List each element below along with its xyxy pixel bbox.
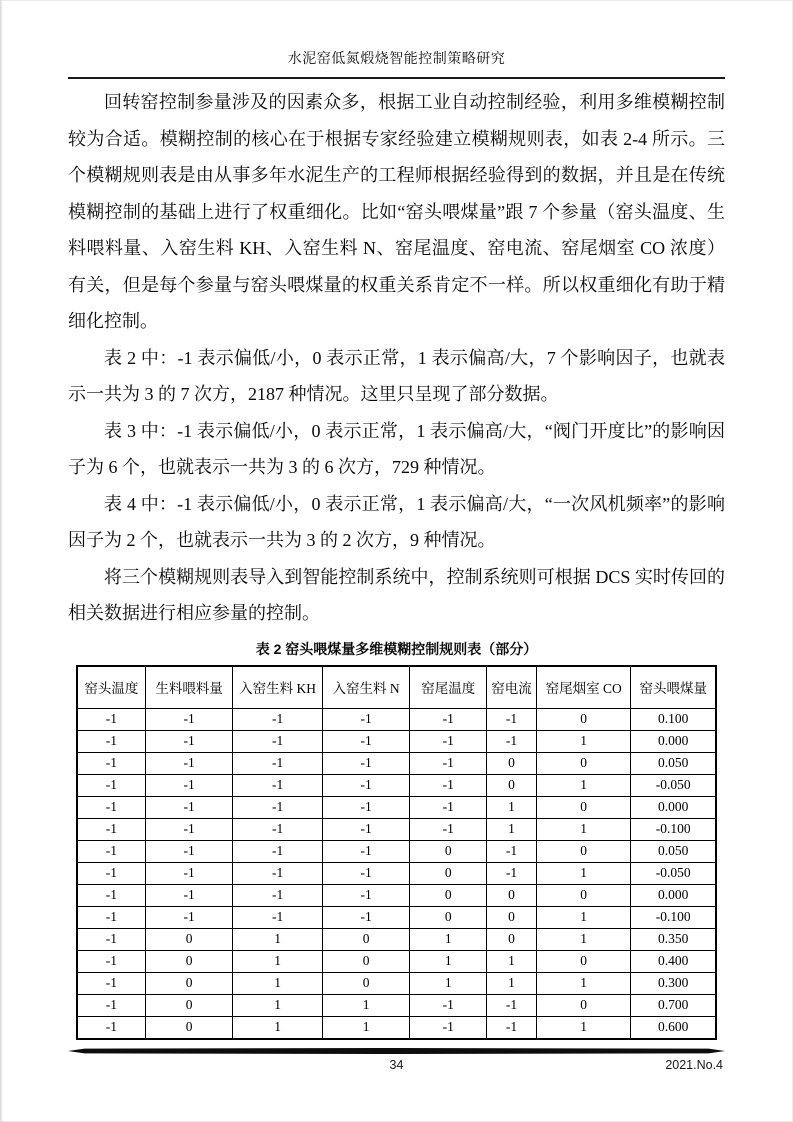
table-cell: 1 [536,730,631,752]
column-header: 窑头喂煤量 [631,666,716,709]
table-cell: -1 [77,972,145,994]
table-cell: 0 [536,840,631,862]
table-cell: 0 [536,994,631,1016]
table-caption: 表 2 窑头喂煤量多维模糊控制规则表（部分） [255,640,538,657]
table-cell: -1 [77,840,145,862]
paragraph: 表 3 中：-1 表示偏低/小，0 表示正常，1 表示偏高/大，“阀门开度比”的影响因子为 6 个，也就表示一共为 3 的 6 次方，729 种情况。 [68,420,725,477]
table-cell: 0 [145,1016,233,1039]
table-cell: -1 [322,752,410,774]
table-cell: 0.700 [631,994,716,1016]
table-cell: -1 [410,752,487,774]
column-header: 窑电流 [487,666,537,709]
table-cell: 0 [536,752,631,774]
table-cell: 0.050 [631,840,716,862]
running-head-title: 水泥窑低氮煅烧智能控制策略研究 [287,52,506,67]
table-cell: -1 [145,796,233,818]
table-cell: -1 [77,818,145,840]
issue-label: 2021.No.4 [665,1058,723,1072]
table-cell: -1 [487,1016,537,1039]
table-cell: 1 [410,972,487,994]
table-row [77,752,716,774]
paragraph: 表 2 中：-1 表示偏低/小，0 表示正常，1 表示偏高/大，7 个影响因子，也就表示一共为 3 的 7 次方，2187 种情况。这里只呈现了部分数据。 [68,347,725,404]
table-cell: -1 [145,774,233,796]
table-cell: 1 [233,994,322,1016]
table-cell: 0 [536,708,631,730]
table-cell: 0 [487,774,537,796]
table-cell: 0 [487,884,537,906]
paragraph: 表 4 中：-1 表示偏低/小，0 表示正常，1 表示偏高/大，“一次风机频率”的影响因子为 2 个，也就表示一共为 3 的 2 次方，9 种情况。 [68,493,725,550]
table-cell: 0 [487,928,537,950]
table-cell: -1 [322,774,410,796]
table-cell: 1 [536,972,631,994]
table-cell: -1 [322,906,410,928]
table-cell: -1 [145,708,233,730]
table-cell: -1 [410,818,487,840]
table-cell: -1 [77,928,145,950]
table-cell: 1 [233,950,322,972]
table-cell: -1 [233,884,322,906]
table-cell: -0.050 [631,774,716,796]
table-cell: -1 [233,708,322,730]
table-cell: -1 [322,796,410,818]
table-row [77,840,716,862]
table-cell: 1 [410,950,487,972]
table-header-row [77,666,716,709]
table-cell: -1 [322,862,410,884]
table-cell: 0 [145,928,233,950]
table-cell: -1 [233,840,322,862]
table-cell: 0 [322,928,410,950]
table-row [77,972,716,994]
table-cell: -1 [487,862,537,884]
table-row [77,928,716,950]
table-cell: 1 [322,1016,410,1039]
table-cell: 0 [410,862,487,884]
table-cell: -1 [410,708,487,730]
page-content [68,0,725,1040]
footer [68,1058,725,1076]
table-row [77,862,716,884]
table-cell: 0 [145,950,233,972]
table-cell: -1 [233,818,322,840]
table-cell: 0 [322,972,410,994]
table-row [77,796,716,818]
column-header: 入窑生料 N [322,666,410,709]
table-cell: 1 [233,928,322,950]
table-cell: 1 [322,994,410,1016]
table-cell: -1 [322,840,410,862]
table-cell: 1 [536,862,631,884]
paragraph: 将三个模糊规则表导入到智能控制系统中，控制系统则可根据 DCS 实时传回的相关数据进行相应参量的控制。 [68,566,725,623]
table-cell: -1 [322,884,410,906]
table-cell: -1 [77,906,145,928]
table-cell: -1 [233,906,322,928]
table-cell: -0.050 [631,862,716,884]
column-header: 生料喂料量 [145,666,233,709]
table-cell: -1 [77,884,145,906]
table-row [77,708,716,730]
table-row [77,1016,716,1039]
table-cell: 0 [410,884,487,906]
table-cell: 1 [233,972,322,994]
paragraph: 回转窑控制参量涉及的因素众多，根据工业自动控制经验，利用多维模糊控制较为合适。模糊控制的核心在于根据专家经验建立模糊规则表，如表 2-4 所示。三个模糊规则表是由从事多年水泥生产的工程师根据经验得到的数据，并且是在传统模糊控制的基础上进行了权重细化。比如“窑头喂煤量”跟 7 个参量（窑头温度、生料喂料量、入窑生料 KH、入窑生料 N、窑尾温度、窑电流、窑尾烟室 CO 浓度）有关，但是每个参量与窑头喂煤量的权重关系肯定不一样。所以权重细化有助于精细化控制。 [68,92,725,331]
table-cell: 1 [233,1016,322,1039]
table-cell: -1 [233,862,322,884]
table-cell: -1 [145,906,233,928]
table-cell: 1 [487,950,537,972]
column-header: 窑头温度 [77,666,145,709]
table-cell: -1 [145,840,233,862]
table-cell: -0.100 [631,906,716,928]
table-cell: -1 [77,950,145,972]
table-cell: 1 [536,774,631,796]
table-cell: -1 [145,884,233,906]
table-row [77,950,716,972]
table-cell: 0.000 [631,796,716,818]
table-row [77,818,716,840]
table-cell: -1 [145,818,233,840]
table-cell: 1 [536,906,631,928]
table-cell: 0 [145,994,233,1016]
table-cell: -1 [77,774,145,796]
table-row [77,884,716,906]
table-cell: -1 [145,752,233,774]
table-row [77,774,716,796]
table-cell: -0.100 [631,818,716,840]
table-cell: -1 [410,730,487,752]
table-cell: -1 [145,730,233,752]
column-header: 入窑生料 KH [233,666,322,709]
table-cell: 0.000 [631,730,716,752]
table-cell: -1 [233,774,322,796]
table-cell: 0 [410,906,487,928]
table-row [77,730,716,752]
table-cell: 0 [536,884,631,906]
table-cell: 0 [410,840,487,862]
table-cell: 0 [322,950,410,972]
table-cell: -1 [410,1016,487,1039]
table-cell: -1 [77,994,145,1016]
table-cell: 0 [145,972,233,994]
table-cell: -1 [487,994,537,1016]
table-cell: 0 [536,950,631,972]
table-cell: -1 [233,752,322,774]
table-cell: -1 [487,730,537,752]
table-cell: -1 [322,730,410,752]
table-cell: -1 [145,862,233,884]
table-body [77,708,716,1039]
table-cell: -1 [233,796,322,818]
table-cell: 1 [536,1016,631,1039]
table-cell: -1 [410,796,487,818]
table-cell: 1 [487,818,537,840]
table-cell: -1 [322,708,410,730]
table-cell: 0.300 [631,972,716,994]
table-cell: 0.050 [631,752,716,774]
table-cell: -1 [77,730,145,752]
page-number: 34 [389,1058,404,1072]
table-cell: 1 [536,928,631,950]
table-cell: 0.400 [631,950,716,972]
table-cell: -1 [410,774,487,796]
table-cell: 0.000 [631,884,716,906]
column-header: 窑尾烟室 CO [536,666,631,709]
fuzzy-rule-table [76,665,717,1040]
table-cell: -1 [322,818,410,840]
table-cell: -1 [77,796,145,818]
table-cell: 1 [487,972,537,994]
table-cell: 0.350 [631,928,716,950]
table-cell: 0.100 [631,708,716,730]
table-cell: 1 [487,796,537,818]
table-cell: -1 [487,708,537,730]
table-row [77,906,716,928]
column-header: 窑尾温度 [410,666,487,709]
table-cell: -1 [77,708,145,730]
body-text [68,79,725,632]
table-cell: 1 [536,818,631,840]
table-cell: -1 [487,840,537,862]
table-cell: 0 [487,906,537,928]
table-cell: -1 [410,994,487,1016]
table-cell: 0.600 [631,1016,716,1039]
table-cell: -1 [77,862,145,884]
footer-rule [68,1048,725,1054]
table-cell: 0 [487,752,537,774]
table-cell: -1 [233,730,322,752]
table-cell: -1 [77,1016,145,1039]
table-cell: 0 [536,796,631,818]
table-cell: -1 [77,752,145,774]
table-cell: 1 [410,928,487,950]
table-row [77,994,716,1016]
